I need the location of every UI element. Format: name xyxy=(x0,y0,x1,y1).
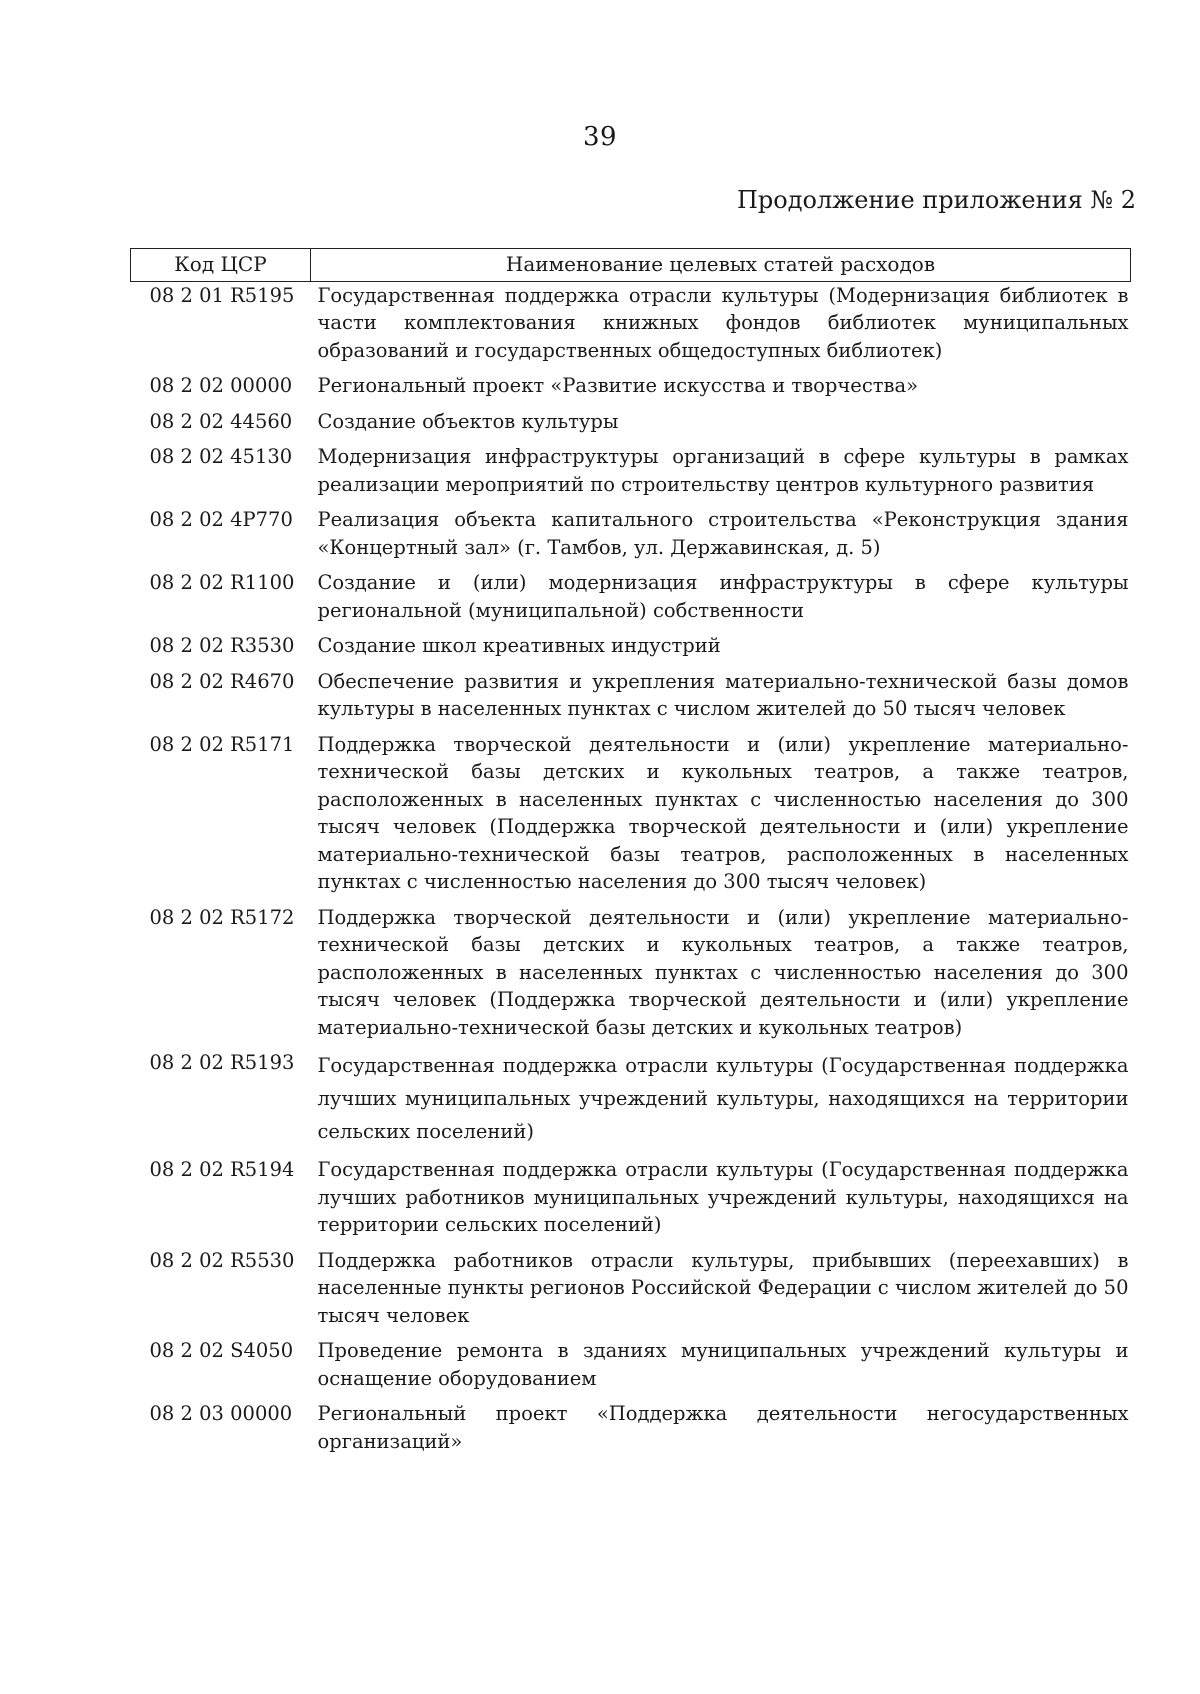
appendix-label: Продолжение приложения № 2 xyxy=(736,186,1136,214)
table-row xyxy=(131,1400,1131,1463)
row-name: Государственная поддержка отрасли культуры (Государственная поддержка лучших работников муниципальных учреждений культуры, находящихся на территории сельских поселений) xyxy=(317,1158,1129,1236)
row-name: Реализация объекта капитального строительства «Реконструкция здания «Концертный зал» (г. Тамбов, ул. Державинская, д. 5) xyxy=(317,508,1129,559)
table-row xyxy=(131,1247,1131,1338)
table-row xyxy=(131,408,1131,444)
row-code: 08 2 02 R5194 xyxy=(149,1158,295,1181)
row-name: Поддержка творческой деятельности и (или) укрепление материально-технической базы детских и кукольных театров, а также театров, расположенных в населенных пунктах с численностью населения до 300 тысяч человек (Поддержка творческой деятельности и (или) укрепление материально-технической базы детских и кукольных театров) xyxy=(317,905,1129,1039)
row-code: 08 2 02 S4050 xyxy=(149,1339,294,1362)
page-number: 39 xyxy=(582,122,618,152)
table-row xyxy=(131,372,1131,408)
row-name: Региональный проект «Поддержка деятельности негосударственных организаций» xyxy=(317,1402,1129,1453)
row-name: Проведение ремонта в зданиях муниципальных учреждений культуры и оснащение оборудованием xyxy=(317,1339,1129,1390)
row-code: 08 2 02 R5193 xyxy=(149,1051,295,1074)
row-code: 08 2 02 R1100 xyxy=(149,571,295,594)
row-code: 08 2 02 R5171 xyxy=(149,732,295,756)
row-name: Региональный проект «Развитие искусства и творчества» xyxy=(317,374,919,397)
header-code: Код ЦСР xyxy=(131,249,311,282)
table-row xyxy=(131,731,1131,904)
row-name: Создание школ креативных индустрий xyxy=(317,634,721,657)
table-row xyxy=(131,569,1131,632)
table-row xyxy=(131,506,1131,569)
row-name: Государственная поддержка отрасли культуры (Государственная поддержка лучших муниципальных учреждений культуры, находящихся на территории сельских поселений) xyxy=(317,1054,1129,1143)
row-name: Обеспечение развития и укрепления материально-технической базы домов культуры в населенных пунктах с числом жителей до 50 тысяч человек xyxy=(317,669,1129,720)
row-code: 08 2 02 45130 xyxy=(149,445,293,468)
row-code: 08 2 02 R5172 xyxy=(149,905,295,929)
row-name: Создание объектов культуры xyxy=(317,409,619,433)
table-row xyxy=(131,443,1131,506)
row-code: 08 2 02 44560 xyxy=(149,409,293,433)
row-code: 08 2 02 R3530 xyxy=(149,634,295,657)
table-row xyxy=(131,632,1131,668)
table-row xyxy=(131,1337,1131,1400)
row-code: 08 2 02 4Р770 xyxy=(149,508,293,531)
table-row xyxy=(131,1049,1131,1156)
table-row xyxy=(131,668,1131,731)
row-code: 08 2 02 R4670 xyxy=(149,669,295,693)
table-row xyxy=(131,904,1131,1050)
row-name: Поддержка работников отрасли культуры, прибывших (переехавших) в населенные пункты регионов Российской Федерации с числом жителей до 50 тысяч человек xyxy=(317,1248,1129,1327)
header-name: Наименование целевых статей расходов xyxy=(311,249,1131,282)
row-code: 08 2 02 R5530 xyxy=(149,1248,295,1272)
expense-items-table xyxy=(130,248,1131,1463)
row-name: Государственная поддержка отрасли культуры (Модернизация библиотек в части комплектования книжных фондов библиотек муниципальных образований и государственных общедоступных библиотек) xyxy=(317,283,1129,362)
row-code: 08 2 01 R5195 xyxy=(149,283,295,307)
row-name: Поддержка творческой деятельности и (или) укрепление материально-технической базы детских и кукольных театров, а также театров, расположенных в населенных пунктах с численностью населения до 300 тысяч человек (Поддержка творческой деятельности и (или) укрепление материально-технической базы театров, расположенных в населенных пунктах с численностью населения до 300 тысяч человек) xyxy=(317,732,1129,893)
row-name: Создание и (или) модернизация инфраструктуры в сфере культуры региональной (муниципальной) собственности xyxy=(317,571,1129,622)
row-code: 08 2 03 00000 xyxy=(149,1402,293,1425)
row-name: Модернизация инфраструктуры организаций в сфере культуры в рамках реализации мероприятий по строительству центров культурного развития xyxy=(317,445,1129,496)
row-code: 08 2 02 00000 xyxy=(149,374,293,397)
table-row xyxy=(131,281,1131,372)
table-row xyxy=(131,1156,1131,1247)
table-header-row xyxy=(131,249,1131,282)
